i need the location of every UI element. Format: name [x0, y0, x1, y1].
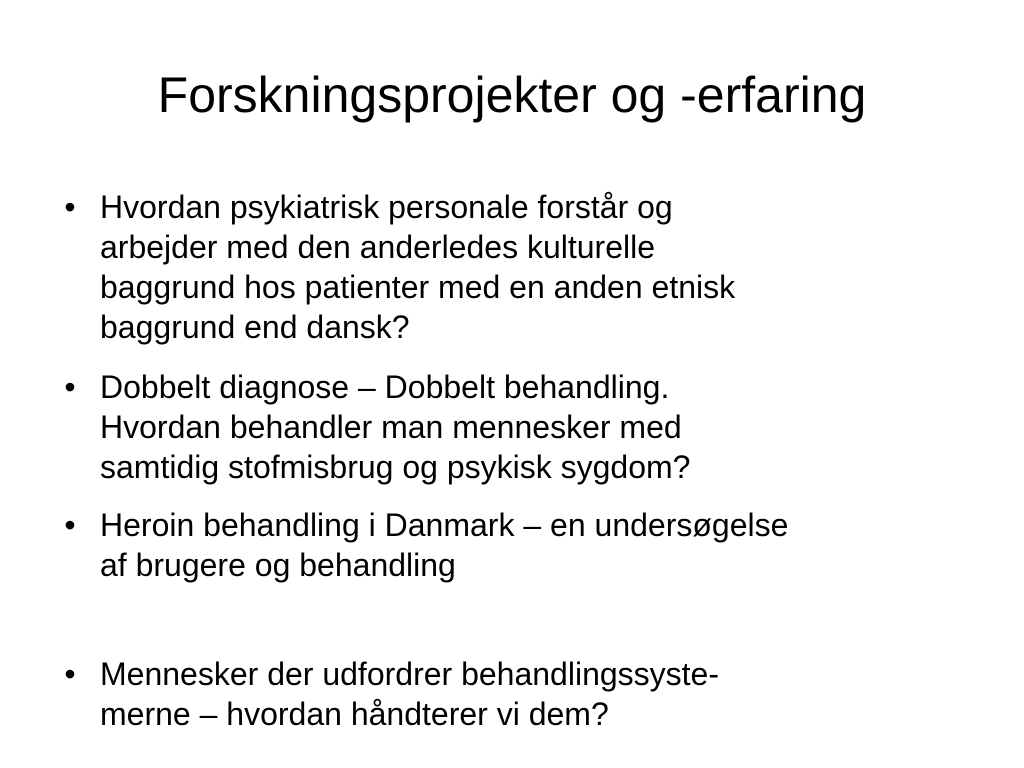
bullet-line: Hvordan psykiatrisk personale forstår og	[100, 189, 673, 225]
bullet-item	[64, 654, 980, 734]
bullet-marker: •	[64, 507, 76, 543]
bullet-marker: •	[64, 189, 76, 225]
bullet-line: Dobbelt diagnose – Dobbelt behandling.	[100, 369, 670, 405]
bullet-line: arbejder med den anderledes kulturelle	[100, 229, 656, 265]
bullet-line: samtidig stofmisbrug og psykisk sygdom?	[100, 449, 691, 485]
bullet-marker: •	[64, 656, 76, 692]
bullet-item	[64, 367, 980, 487]
bullet-line: Mennesker der udfordrer behandlingssyste-	[100, 656, 719, 692]
bullet-item	[64, 505, 980, 585]
slide-title: Forskningsprojekter og -erfaring	[157, 67, 867, 123]
bullet-line: Hvordan behandler man mennesker med	[100, 409, 682, 445]
bullet-line: baggrund end dansk?	[100, 309, 410, 345]
bullet-line: af brugere og behandling	[100, 547, 456, 583]
bullet-marker: •	[64, 369, 76, 405]
bullet-line: Heroin behandling i Danmark – en undersøgelse	[100, 507, 789, 543]
bullet-line: baggrund hos patienter med en anden etnisk	[100, 269, 736, 305]
bullet-item	[64, 187, 980, 347]
bullet-line: merne – hvordan håndterer vi dem?	[100, 696, 609, 732]
